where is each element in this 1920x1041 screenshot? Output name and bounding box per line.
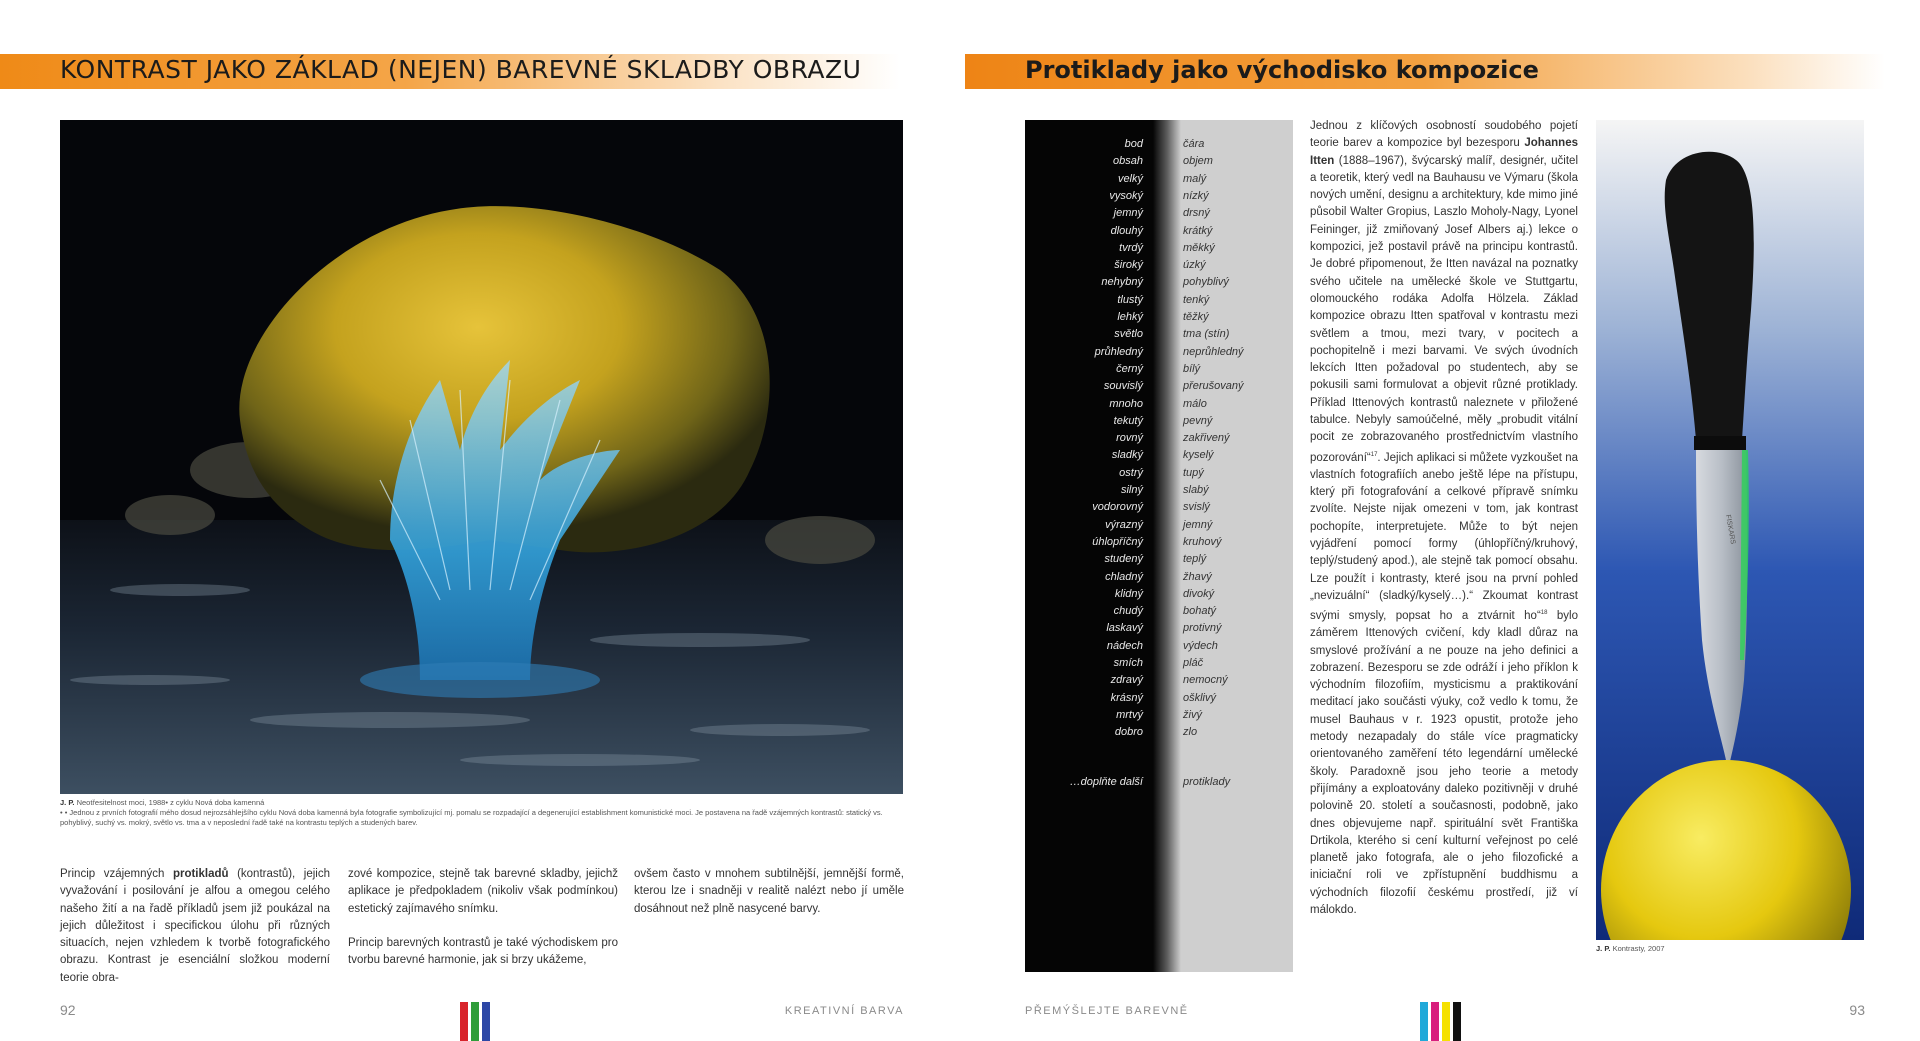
left-color-bars — [460, 1002, 493, 1041]
table-row — [1025, 709, 1293, 726]
table-row — [1025, 294, 1293, 311]
table-term-right: měkký — [1183, 241, 1215, 254]
table-term-left: souvislý — [1103, 380, 1143, 393]
table-term-left: tekutý — [1113, 414, 1143, 427]
table-row — [1025, 640, 1293, 657]
rock-water-photo — [60, 120, 903, 794]
table-row — [1025, 138, 1293, 155]
table-row — [1025, 225, 1293, 242]
color-bar-magenta — [1431, 1002, 1439, 1041]
left-caption-note: • • Jednou z prvních fotografií mého dosud nejrozsáhlejšího cyklu Nová doba kamenná byla fotografie symbolizující mj. pomalu se rozpadající a degenerující establishment komunistické moci. Je postavena na řadě vzájemných kontrastů: statický vs. pohyblivý, suchý vs. mokrý, světlo vs. tma a v neposlední řadě také na kontrastu teplých a studených barev. — [60, 808, 883, 827]
table-term-left: rovný — [1116, 432, 1143, 445]
table-term-right: čára — [1183, 138, 1205, 150]
table-term-left: chudý — [1113, 605, 1143, 618]
color-bar-cyan — [1420, 1002, 1428, 1041]
table-term-left: dobro — [1114, 726, 1143, 739]
table-term-left: velký — [1117, 172, 1143, 185]
table-row — [1025, 571, 1293, 588]
table-row — [1025, 484, 1293, 501]
table-term-left: studený — [1104, 553, 1143, 566]
table-term-right: objem — [1183, 155, 1213, 168]
col2-paragraph-1: zové kompozice, stejně tak barevné skladby, jejichž aplikace je předpokladem (nikoliv však podmínkou) estetický zajímavého snímku. — [348, 868, 618, 915]
table-term-right: malý — [1183, 172, 1207, 185]
table-term-right: málo — [1183, 397, 1207, 410]
table-row — [1025, 519, 1293, 536]
right-body-text — [1310, 118, 1578, 919]
table-term-right: nemocný — [1183, 674, 1228, 687]
body-text-d: bylo záměrem Ittenových cvičení, kdy kladl důraz na smyslové prožívání a ne pouze na jeho definici a zobrazení. Bezesporu se zde odráží i jeho příklon k východním filozofiím, mysticismu a praktikování meditací jako součásti výuky, což vedlo k tomu, že musel Bauhaus v r. 1923 opustit, protože jeho metody nezapadaly do stále více pragmaticky orientovaného zaměření této legendární umělecké školy. Paradoxně jsou jeho teorie a metody přijímány a exploatovány daleko pozitivněji v druhé polovině 20. století a současnosti, podobně, jako dnes objevujeme např. spirituální svět Františka Drtikola, kterého si cení kulturní veřejnost po celé planetě jako fotografa, ale o jeho filozofické a iniciační roli ve zpřístupnění buddhismu a východních filozofií českému prostředí, již ví málokdo. — [1310, 609, 1579, 917]
left-folio: 92 — [60, 1002, 76, 1018]
table-row — [1025, 553, 1293, 570]
table-row — [1025, 536, 1293, 553]
knife-brand-label: FISKARS — [1724, 514, 1737, 545]
table-row — [1025, 415, 1293, 432]
table-term-left: obsah — [1113, 155, 1143, 168]
knife-melon-photo — [1596, 120, 1864, 940]
table-term-right: tupý — [1183, 466, 1204, 479]
left-column-3: ovšem často v mnohem subtilnější, jemnější formě, kterou lze i snadněji v realitě nalézt nebo jí uměle dosáhnout než plně nasycené barvy. — [634, 868, 904, 915]
col1-text-b: (kontrastů), jejich vyvažování i posilování je alfou a omegou celého našeho žití a na řadě příkladů jsem již poukázal na jejich důležitost i specifickou úlohu při různých situacích, nejen vzhledem k tvorbě fotografického obrazu. Kontrast je esenciální složkou moderní teorie obra- — [60, 868, 330, 984]
table-term-left: nádech — [1106, 639, 1143, 652]
table-term-right: neprůhledný — [1183, 345, 1244, 358]
left-page-heading: KONTRAST JAKO ZÁKLAD (NEJEN) BAREVNÉ SKLADBY OBRAZU — [60, 55, 862, 84]
table-row — [1025, 501, 1293, 518]
table-row — [1025, 467, 1293, 484]
table-term-right: drsný — [1183, 207, 1210, 220]
table-term-left: nehybný — [1101, 276, 1143, 289]
table-row — [1025, 398, 1293, 415]
table-term-left: zdravý — [1110, 674, 1143, 687]
col1-bold-term: protikladů — [172, 868, 229, 880]
left-running-head: KREATIVNÍ BARVA — [784, 1005, 904, 1017]
table-term-left: silný — [1120, 484, 1143, 496]
body-bold-name: Johannes Itten — [1310, 137, 1578, 167]
table-row — [1025, 588, 1293, 605]
body-text-a: Jednou z klíčových osobností soudobého pojetí teorie barev a kompozice byl bezesporu — [1310, 120, 1578, 150]
table-term-right: nízký — [1183, 189, 1209, 202]
color-bar-black — [1453, 1002, 1461, 1041]
right-photo-caption — [1596, 944, 1665, 954]
left-column-2 — [348, 866, 618, 969]
right-page-heading: Protiklady jako východisko kompozice — [1025, 56, 1539, 84]
table-row — [1025, 173, 1293, 190]
table-last-left: …doplňte další — [1069, 776, 1143, 788]
color-bar-yellow — [1442, 1002, 1450, 1041]
table-term-right: zakřivený — [1183, 432, 1230, 445]
table-term-left: úhlopříčný — [1092, 535, 1143, 548]
table-row — [1025, 657, 1293, 674]
table-term-right: tenký — [1183, 293, 1210, 306]
table-row — [1025, 449, 1293, 466]
table-term-right: těžký — [1183, 311, 1209, 323]
table-row — [1025, 432, 1293, 449]
table-term-left: tlustý — [1117, 293, 1143, 306]
body-text-c: . Jejich aplikaci si můžete vyzkoušet na vlastních fotografiích anebo ještě lépe na přístupu, který při fotografování a celkové přípravě snímku zvolíte. Nejste nijak omezeni v tom, jak kontrast pochopíte, interpretujete. Může to být nejen vyjádření pomocí formy (úhlopříčný/kruhový, teplý/studený apod.), ale stejně tak pomocí obsahu. Lze použít i kontrasty, které jsou na první pohled „nevizuální“ (sladký/kyselý…).“ Zkoumat kontrast svými smysly, popsat ho a ztvárnit ho“ — [1310, 451, 1578, 622]
table-term-left: vodorovný — [1092, 501, 1143, 514]
left-caption-author: J. P. — [60, 798, 75, 807]
table-row — [1025, 311, 1293, 328]
color-bar-blue — [482, 1002, 490, 1041]
table-term-right: žhavý — [1183, 570, 1212, 583]
right-caption-title: Kontrasty, 2007 — [1612, 944, 1665, 953]
table-row — [1025, 674, 1293, 691]
left-column-1 — [60, 866, 330, 987]
table-term-right: ošklivý — [1183, 691, 1217, 704]
table-term-left: výrazný — [1105, 518, 1143, 531]
table-term-right: přerušovaný — [1183, 380, 1244, 393]
right-folio: 93 — [1849, 1002, 1865, 1018]
table-term-right: krátký — [1183, 224, 1213, 237]
footnote-ref-17: 17 — [1370, 451, 1378, 458]
rock-water-illustration — [60, 120, 903, 794]
col1-text-a: Princip vzájemných — [60, 868, 173, 880]
table-row — [1025, 242, 1293, 259]
table-term-left: mnoho — [1109, 397, 1143, 410]
table-term-right: jemný — [1183, 518, 1213, 531]
table-term-left: bod — [1124, 138, 1143, 150]
right-running-head: PŘEMÝŠLEJTE BAREVNĚ — [1025, 1005, 1189, 1017]
table-term-left: vysoký — [1109, 189, 1143, 202]
table-row — [1025, 155, 1293, 172]
table-row — [1025, 605, 1293, 622]
color-bar-green — [471, 1002, 479, 1041]
table-row — [1025, 346, 1293, 363]
table-term-left: světlo — [1114, 328, 1143, 341]
table-term-left: průhledný — [1094, 345, 1143, 358]
table-term-left: sladký — [1111, 449, 1143, 462]
table-row — [1025, 276, 1293, 293]
table-term-left: laskavý — [1106, 622, 1143, 635]
right-color-bars — [1420, 1002, 1464, 1041]
body-text-b: (1888–1967), švýcarský malíř, designér, učitel a teoretik, který vedl na Bauhausu ve Výmaru (škola nových umění, designu a architektury, kde mimo jiné působil Walter Gropius, Laszlo Moholy-Nagy, Lyonel Feininger, již zmiňovaný Josef Albers aj.) lekce o kompozici, jež postavil právě na principu kontrastů. Je dobré připomenout, že Itten navázal na poznatky svého učitele na umělecké škole ve Stuttgartu, olomouckého rodáka Adolfa Hölzela. Základ kompozice obrazu Itten spatřoval v kontrastu mezi světlem a tmou, mezi tvary, v pocitech a pochopitelně i mezi barvami. Ve svých úvodních lekcích Itten požadoval po studentech, aby se pokusili sami formulovat a objevit různé protiklady. Příklad Ittenových kontrastů naleznete v přiložené tabulce. Nebyly samoúčelné, měly „probudit vitální pocit ze zobrazovaného prostřednictvím vlastního pozorování“ — [1310, 154, 1578, 464]
table-term-right: kruhový — [1183, 535, 1222, 548]
table-term-right: slabý — [1183, 484, 1209, 496]
table-row — [1025, 190, 1293, 207]
table-term-right: pláč — [1183, 657, 1204, 669]
left-photo-caption — [60, 798, 903, 828]
table-term-right: zlo — [1183, 726, 1198, 739]
table-term-left: široký — [1114, 259, 1143, 272]
table-term-left: chladný — [1105, 570, 1143, 583]
table-term-left: krásný — [1110, 691, 1143, 704]
table-row — [1025, 363, 1293, 380]
left-caption-title: Neotřesitelnost moci, 1988• z cyklu Nová doba kamenná — [76, 798, 265, 807]
table-term-right: svislý — [1183, 501, 1210, 514]
table-row — [1025, 207, 1293, 224]
footnote-ref-18: 18 — [1540, 610, 1548, 617]
table-term-left: ostrý — [1119, 466, 1143, 479]
table-term-right: protivný — [1183, 622, 1222, 635]
table-term-right: divoký — [1183, 587, 1215, 600]
col2-paragraph-2: Princip barevných kontrastů je také východiskem pro tvorbu barevné harmonie, jak si brzy ukážeme, — [348, 936, 618, 967]
table-term-right: výdech — [1183, 639, 1218, 652]
table-row — [1025, 328, 1293, 345]
table-term-right: pevný — [1183, 414, 1213, 427]
table-term-right: bílý — [1183, 362, 1201, 375]
right-caption-author: J. P. — [1596, 944, 1611, 953]
table-row — [1025, 622, 1293, 639]
table-row — [1025, 692, 1293, 709]
table-term-right: živý — [1183, 708, 1202, 721]
table-term-left: klidný — [1114, 587, 1143, 600]
table-row — [1025, 726, 1293, 743]
table-term-left: dlouhý — [1110, 224, 1143, 237]
table-term-left: mrtvý — [1116, 708, 1143, 721]
table-term-right: bohatý — [1183, 605, 1217, 618]
table-row — [1025, 259, 1293, 276]
table-term-right: úzký — [1183, 259, 1206, 272]
table-term-right: pohyblivý — [1183, 276, 1229, 289]
table-term-right: teplý — [1183, 553, 1207, 566]
table-term-right: tma (stín) — [1183, 328, 1230, 341]
table-row-last — [1025, 776, 1293, 793]
table-term-left: tvrdý — [1119, 241, 1143, 254]
table-term-right: kyselý — [1183, 449, 1214, 462]
table-term-left: černý — [1116, 362, 1143, 375]
table-term-left: jemný — [1113, 207, 1143, 220]
table-row — [1025, 380, 1293, 397]
knife-melon-illustration — [1596, 120, 1864, 940]
contrast-table — [1025, 120, 1293, 972]
color-bar-red — [460, 1002, 468, 1041]
table-last-right: protiklady — [1183, 776, 1231, 788]
table-term-left: lehký — [1117, 311, 1143, 323]
table-term-left: smích — [1113, 657, 1143, 669]
